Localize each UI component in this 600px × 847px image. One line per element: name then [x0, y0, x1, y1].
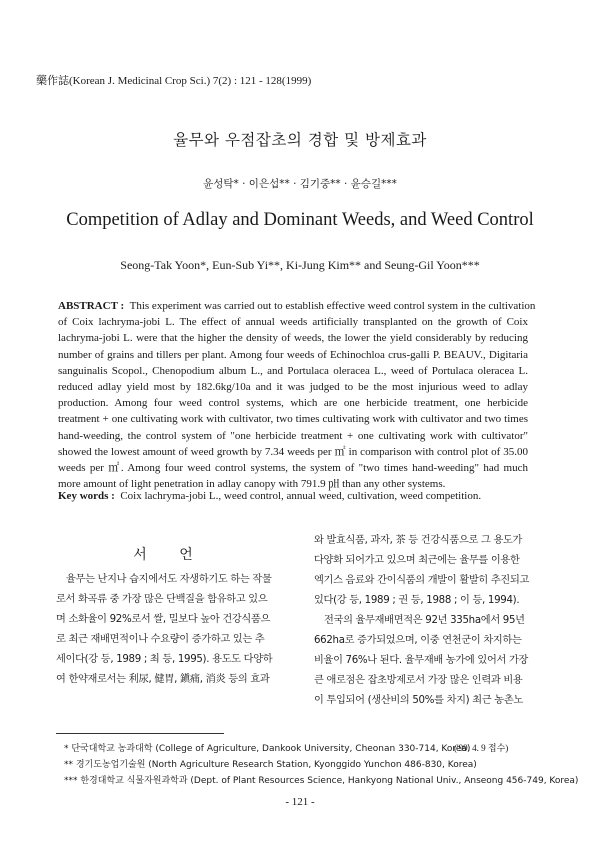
- footnote-divider: [56, 733, 224, 734]
- abstract-line: treatment + one cultivating work with cultivator, two times cultivating work with cultivator and two times: [58, 413, 528, 426]
- abstract-line: production. Among four weed control systems, which are one herbicide treatment, one herbicide: [58, 397, 528, 410]
- text-line: 이 투입되어 (생산비의 50%를 차지) 최근 농촌노: [314, 695, 523, 706]
- english-title: Competition of Adlay and Dominant Weeds, and Weed Control: [66, 210, 534, 230]
- keywords-label: Key words :: [58, 490, 115, 502]
- text-line: 와 발효식품, 과자, 茶 등 건강식품으로 그 용도가: [314, 535, 523, 546]
- text-line: 며 소화율이 92%로서 쌀, 밀보다 높아 건강식품으: [56, 614, 271, 625]
- abstract: [58, 298, 536, 492]
- abstract-line: more amount of light penetration in adlay canopy with 791.9 ㏗ than any other systems.: [58, 478, 446, 491]
- abstract-line-1: [58, 298, 536, 314]
- text-line: 큰 애로점은 잡초방제로서 가장 많은 인력과 비용: [314, 675, 523, 686]
- text-line: 엑기스 음료와 간이식품의 개발이 활발히 추진되고: [314, 575, 530, 586]
- page-number: - 121 -: [285, 796, 315, 808]
- abstract-line: sanguinalis Scopol., Chenopodium album L., and Portulaca oleracea L., weed of Portulaca oleracea L.: [58, 364, 528, 377]
- text-line: 세이다(강 등, 1989 ; 최 등, 1995). 용도도 다양하: [56, 654, 273, 665]
- keywords-text: Coix lachryma-jobi L., weed control, annual weed, cultivation, weed competition.: [120, 490, 482, 502]
- abstract-line: reduced adlay yield most by 182.6kg/10a and it was judged to be the most injurious weed to adlay: [58, 381, 528, 394]
- text-line: 전국의 율무재배면적은 92년 335ha에서 95년: [324, 615, 525, 626]
- abstract-text: This experiment was carried out to establish effective weed control system in the cultivation: [129, 300, 536, 312]
- abstract-line: lachryma-jobi L. were that the higher the density of weeds, the lower the yield considerably by reducing: [58, 332, 528, 345]
- abstract-line: hand-weeding, the control system of "one herbicide treatment + one cultivating work with cultivator": [58, 429, 528, 442]
- text-line: 여 한약재로서는 利尿, 健胃, 鎭痛, 消炎 등의 효과: [56, 674, 270, 685]
- keywords: [58, 490, 538, 502]
- abstract-line: of Coix lachryma-jobi L. The effect of annual weeds artificially transplanted on the growth of Coix: [58, 316, 528, 329]
- text-line: 662ha로 증가되었으며, 이중 연천군이 차지하는: [314, 635, 522, 646]
- text-line: 율무는 난지나 습지에서도 자생하기도 하는 작물: [66, 574, 272, 585]
- korean-title: 율무와 우점잡초의 경합 및 방제효과: [173, 131, 427, 149]
- right-column: [314, 531, 542, 711]
- abstract-line: number of grains and tillers per plant. Among four weeds of Echinochloa crus-galli P. BEAUV., Digitaria: [58, 348, 528, 361]
- text-line: 로서 화곡류 중 가장 많은 단백질을 함유하고 있으: [56, 594, 268, 605]
- left-column: [56, 570, 284, 690]
- footnote-affiliation-2: ** 경기도농업기술원 (North Agriculture Research Station, Kyonggido Yunchon 486-830, Korea): [64, 760, 477, 770]
- abstract-label: ABSTRACT :: [58, 300, 125, 312]
- footnote-affiliation-3: *** 한경대학교 식물자원과학과 (Dept. of Plant Resources Science, Hankyong National Univ., Anseong 456-749, Korea): [64, 776, 579, 786]
- korean-authors: 윤성탁* · 이은섭** · 김기중** · 윤승길***: [203, 178, 397, 190]
- abstract-line: showed the lowest amount of weed growth by 7.34 weeds per ㎡ in comparison with control plot of 35.00: [58, 445, 528, 458]
- text-line: 있다(강 등, 1989 ; 권 등, 1988 ; 이 등, 1994).: [314, 595, 520, 606]
- english-authors: Seong-Tak Yoon*, Eun-Sub Yi**, Ki-Jung Kim** and Seung-Gil Yoon***: [120, 258, 480, 272]
- text-line: 로 최근 재배면적이나 수요량이 증가하고 있는 추: [56, 634, 265, 645]
- journal-citation: 藥作誌(Korean J. Medicinal Crop Sci.) 7(2) : 121 - 128(1999): [36, 75, 312, 87]
- section-heading: 서 언: [133, 547, 207, 563]
- text-line: 비율이 76%나 된다. 율무재배 농가에 있어서 가장: [314, 655, 529, 666]
- text-line: 다양화 되어가고 있으며 최근에는 율무를 이용한: [314, 555, 520, 566]
- footnote-affiliation-1: * 단국대학교 농과대학 (College of Agriculture, Dankook University, Cheonan 330-714, Korea): [64, 744, 471, 754]
- received-date: ('99. 4. 9 접수): [454, 743, 509, 753]
- abstract-line: weeds per ㎡. Among four weed control systems, the system of "two times hand-weeding" had much: [58, 462, 528, 475]
